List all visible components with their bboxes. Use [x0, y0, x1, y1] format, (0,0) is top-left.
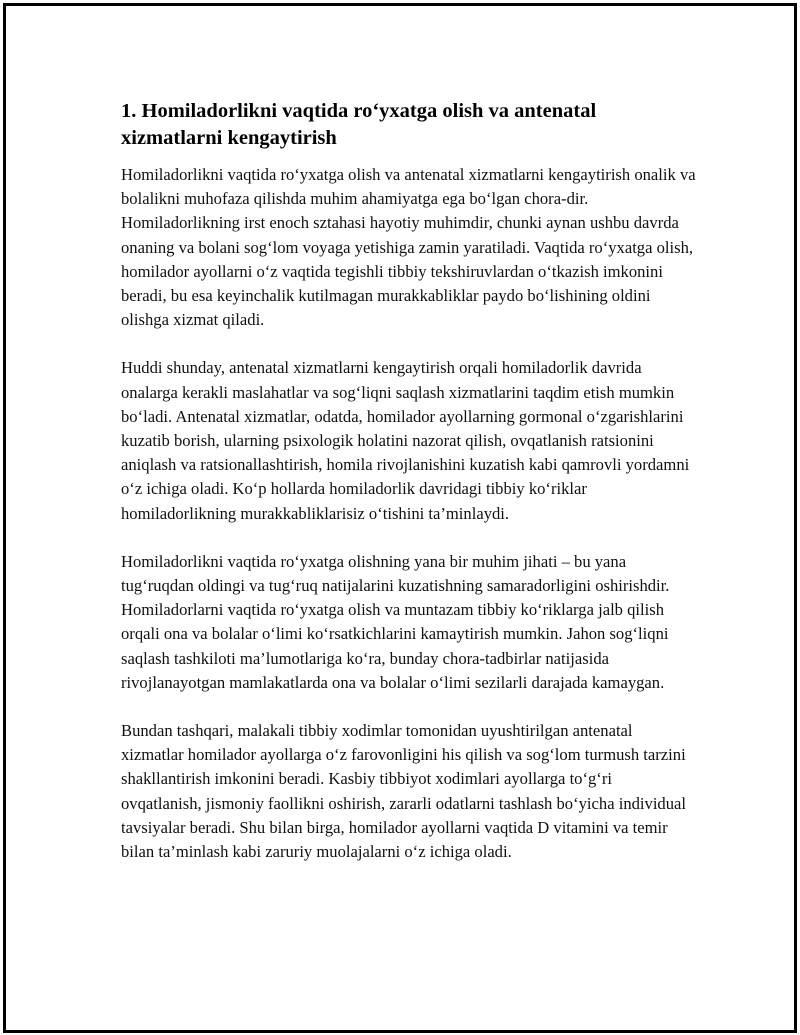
- page-frame: [3, 3, 797, 1033]
- paragraph-4: Bundan tashqari, malakali tibbiy xodimlar tomonidan uyushtirilgan antenatal xizmatlar homilador ayollarga o‘z farovonligini his qilish va sog‘lom turmush tarzini shakllantirish imkonini beradi. Kasbiy tibbiyot xodimlari ayollarga to‘g‘ri ovqatlanish, jismoniy faollikni oshirish, zararli odatlarni tashlash bo‘yicha individual tavsiyalar beradi. Shu bilan birga, homilador ayollarni vaqtida D vitamini va temir bilan ta’minlash kabi zaruriy muolajalarni o‘z ichiga oladi.: [121, 721, 686, 862]
- document-body: [121, 98, 696, 888]
- paragraph-3: Homiladorlikni vaqtida ro‘yxatga olishning yana bir muhim jihati – bu yana tug‘ruqdan oldingi va tug‘ruq natijalarini kuzatishning samaradorligini oshirishdir. Homiladorlarni vaqtida ro‘yxatga olish va muntazam tibbiy ko‘riklarga jalb qilish orqali ona va bolalar o‘limi ko‘rsatkichlarini kamaytirish mumkin. Jahon sog‘liqni saqlash tashkiloti ma’lumotlariga ko‘ra, bunday chora-tadbirlar natijasida rivojlanayotgan mamlakatlarda ona va bolalar o‘limi sezilarli darajada kamaygan.: [121, 551, 670, 692]
- paragraph-1: Homiladorlikni vaqtida ro‘yxatga olish va antenatal xizmatlarni kengaytirish onalik va bolalikni muhofaza qilishda muhim ahamiyatga ega bo‘lgan chora-dir. Homiladorlikning irst enoch sztahasi hayotiy muhimdir, chunki aynan ushbu davrda onaning va bolani sog‘lom voyaga yetishiga zamin yaratiladi. Vaqtida ro‘yxatga olish, homilador ayollarni o‘z vaqtida tegishli tibbiy tekshiruvlardan o‘tkazish imkonini beradi, bu esa keyinchalik kutilmagan murakkabliklar paydo bo‘lishining oldini olishga xizmat qiladi.: [121, 165, 696, 330]
- paragraph-2: Huddi shunday, antenatal xizmatlarni kengaytirish orqali homiladorlik davrida onalarga kerakli maslahatlar va sog‘liqni saqlash xizmatlarini taqdim etish mumkin bo‘ladi. Antenatal xizmatlar, odatda, homilador ayollarning gormonal o‘zgarishlarini kuzatib borish, ularning psixologik holatini nazorat qilish, ovqatlanish ratsionini aniqlash va ratsionallashtirish, homila rivojlanishini kuzatish kabi qamrovli yordamni o‘z ichiga oladi. Ko‘p hollarda homiladorlik davridagi tibbiy ko‘riklar homiladorlikning murakkabliklarisiz o‘tishini ta’minlaydi.: [121, 358, 690, 523]
- section-title: 1. Homiladorlikni vaqtida ro‘yxatga olish va antenatal xizmatlarni kengaytirish: [121, 100, 597, 149]
